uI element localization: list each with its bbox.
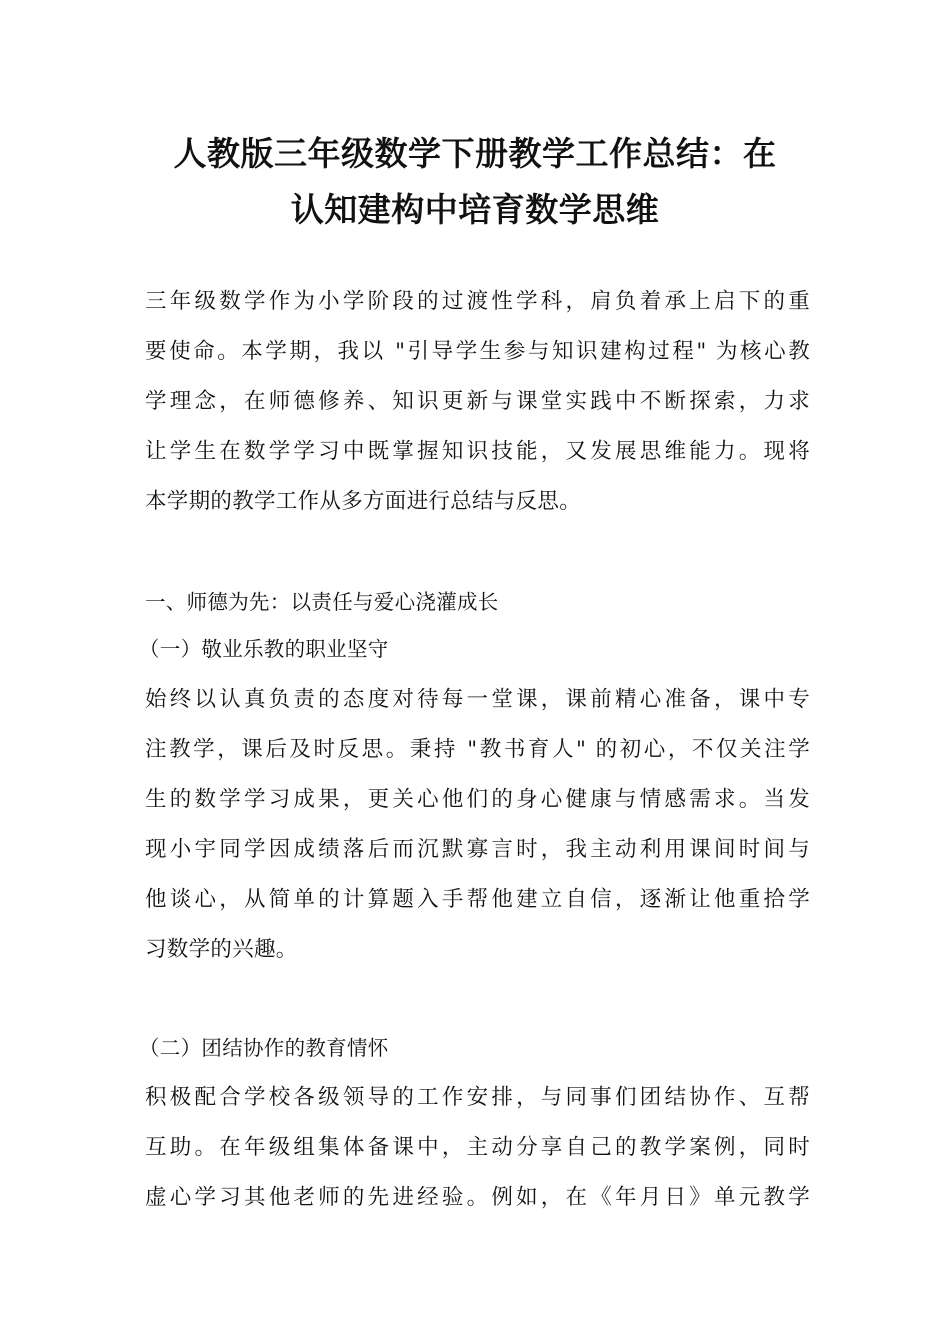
document-title [130, 126, 820, 238]
text-line: 注教学，课后及时反思。秉持 "教书育人" 的初心，不仅关注学 [145, 737, 810, 762]
subsection-heading: （二）团结协作的教育情怀 [139, 1036, 389, 1060]
subsection-heading: （一）敬业乐教的职业坚守 [139, 637, 389, 661]
text-line: 互助。在年级组集体备课中，主动分享自己的教学案例，同时 [145, 1135, 810, 1160]
text-line: 三年级数学作为小学阶段的过渡性学科，肩负着承上启下的重 [145, 289, 810, 314]
text-line: 他谈心，从简单的计算题入手帮他建立自信，逐渐让他重拾学 [145, 887, 810, 912]
title-line-1: 人教版三年级数学下册教学工作总结：在 [173, 134, 777, 173]
text-line: 虚心学习其他老师的先进经验。例如，在《年月日》单元教学 [145, 1185, 810, 1210]
section-heading: 一、师德为先：以责任与爱心浇灌成长 [145, 590, 499, 614]
title-line-2: 认知建构中培育数学思维 [290, 190, 660, 229]
text-line: 现小宇同学因成绩落后而沉默寡言时，我主动利用课间时间与 [145, 837, 810, 862]
text-line: 要使命。本学期，我以 "引导学生参与知识建构过程" 为核心教 [145, 339, 810, 364]
text-line: 习数学的兴趣。 [145, 937, 298, 962]
text-line: 让学生在数学学习中既掌握知识技能，又发展思维能力。现将 [145, 439, 810, 464]
text-line: 始终以认真负责的态度对待每一堂课，课前精心准备，课中专 [145, 687, 810, 712]
text-line: 本学期的教学工作从多方面进行总结与反思。 [145, 489, 582, 514]
text-line: 积极配合学校各级领导的工作安排，与同事们团结协作、互帮 [145, 1085, 810, 1110]
text-line: 学理念，在师德修养、知识更新与课堂实践中不断探索，力求 [145, 389, 810, 414]
text-line: 生的数学学习成果，更关心他们的身心健康与情感需求。当发 [145, 787, 810, 812]
